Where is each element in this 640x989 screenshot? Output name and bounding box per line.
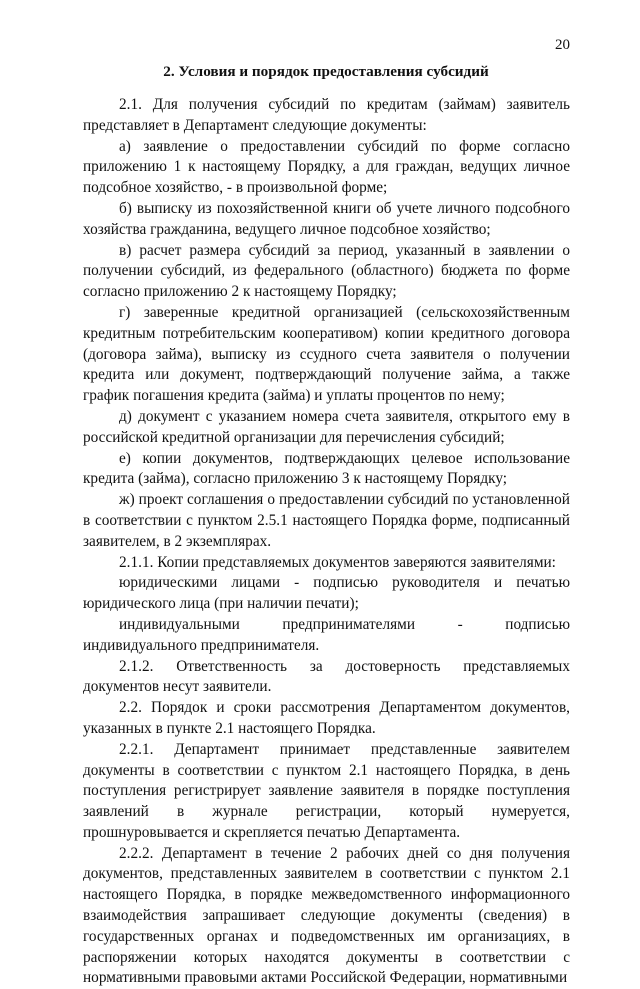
- paragraph-2-1-1: 2.1.1. Копии представляемых документов заверяются заявителями:: [119, 553, 556, 571]
- paragraph-legal-entities: юридическими лицами - подписью руководителя и печатью юридического лица (при наличии печати);: [83, 574, 570, 613]
- paragraph-item-d: д) документ с указанием номера счета заявителя, открытого ему в российской кредитной организации для перечисления субсидий;: [83, 407, 570, 446]
- page-number: 20: [555, 37, 570, 53]
- paragraph-item-g: г) заверенные кредитной организацией (сельскохозяйственным кредитным потребительским кооперативом) копии кредитного договора (договора займа), выписку из ссудного счета заявителя о получении кредита или документ, подтверждающий получение займа, а также график погашения кредита (займа) и уплаты процентов по нему;: [83, 303, 570, 405]
- paragraph-item-b: б) выписку из похозяйственной книги об учете личного подсобного хозяйства гражданина, ведущего личное подсобное хозяйство;: [83, 199, 570, 238]
- paragraph-2-2: 2.2. Порядок и сроки рассмотрения Департаментом документов, указанных в пункте 2.1 настоящего Порядка.: [83, 699, 570, 737]
- paragraph-2-2-1: 2.2.1. Департамент принимает представленные заявителем документы в соответствии с пунктом 2.1 настоящего Порядка, в день поступления регистрирует заявление заявителя в порядке поступления заявлений в журнале регистрации, который нумеруется, прошнуровывается и скрепляется печатью Департамента.: [83, 740, 570, 841]
- document-body: [83, 95, 570, 989]
- paragraph-item-zh: ж) проект соглашения о предоставлении субсидий по установленной в соответствии с пунктом 2.5.1 настоящего Порядка форме, подписанный заявителем, в 2 экземплярах.: [83, 491, 570, 550]
- section-heading: 2. Условия и порядок предоставления субсидий: [163, 63, 489, 80]
- paragraph-individual-entrepreneurs: индивидуальными предпринимателями - подписью индивидуального предпринимателя.: [83, 615, 570, 654]
- paragraph-item-v: в) расчет размера субсидий за период, указанный в заявлении о получении субсидий, из федерального (областного) бюджета по форме согласно приложению 2 к настоящему Порядку;: [83, 241, 570, 301]
- paragraph-item-a: а) заявление о предоставлении субсидий по форме согласно приложению 1 к настоящему Порядку, а для граждан, ведущих личное подсобное хозяйство, - в произвольной форме;: [83, 137, 570, 197]
- paragraph-item-e: е) копии документов, подтверждающих целевое использование кредита (займа), согласно приложению 3 к настоящему Порядку;: [83, 449, 570, 488]
- paragraph-2-1-2: 2.1.2. Ответственность за достоверность представляемых документов несут заявители.: [83, 657, 570, 696]
- paragraph-2-1: 2.1. Для получения субсидий по кредитам (займам) заявитель представляет в Департамент следующие документы:: [83, 96, 570, 134]
- paragraph-2-2-2: 2.2.2. Департамент в течение 2 рабочих дней со дня получения документов, представленных заявителем в соответствии с пунктом 2.1 настоящего Порядка, в порядке межведомственного информационного взаимодействия запрашивает следующие документы (сведения) в государственных органах и подведомственных им организациях, в распоряжении которых находятся документы в соответствии с нормативными правовыми актами Российской Федерации, нормативными: [83, 844, 570, 987]
